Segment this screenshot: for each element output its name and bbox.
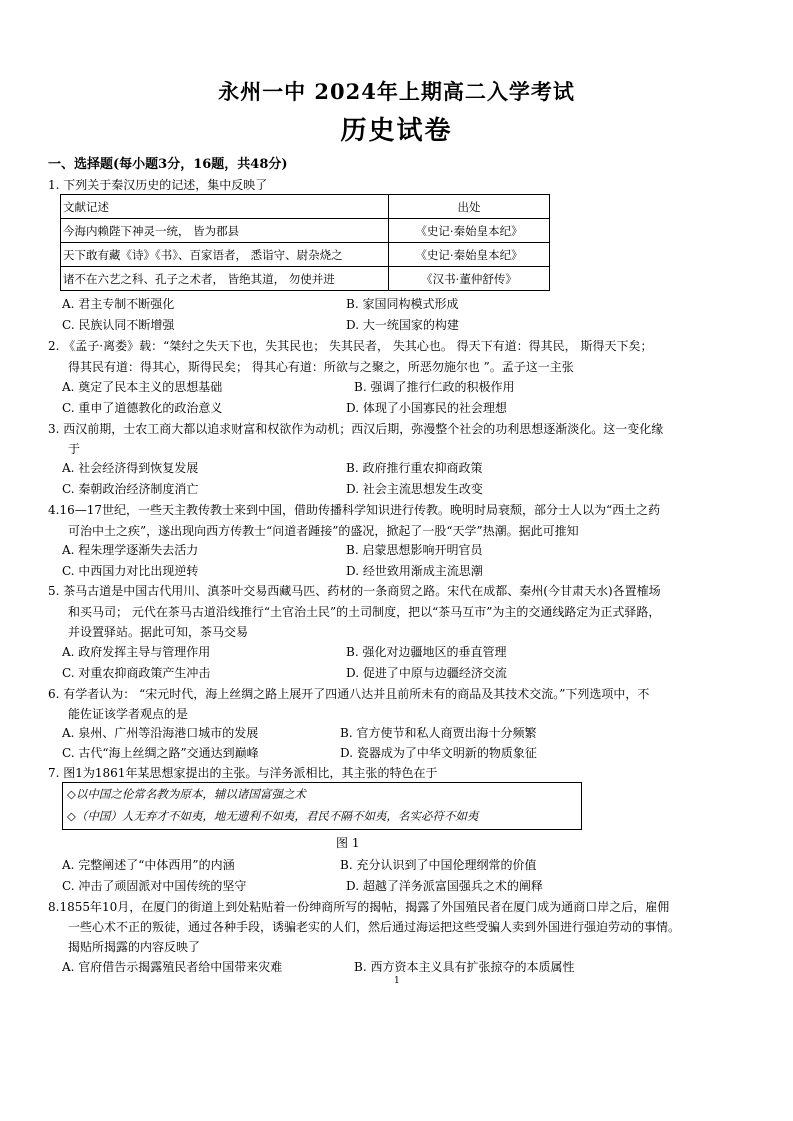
question-4-stem: 4.16—17世纪，一些天主教传教士来到中国，借助传播科学知识进行传教。晚明时局衰颓，部分士人以为“西土之药 bbox=[48, 503, 661, 517]
question-7-stem: 7. 图1为1861年某思想家提出的主张。与洋务派相比，其主张的特色在于 bbox=[48, 766, 438, 780]
table-header-row bbox=[61, 195, 550, 219]
option-a[interactable]: A. 官府借告示揭露殖民者给中国带来灾难 bbox=[62, 960, 283, 974]
table-cell: 今海内赖陛下神灵一统， 皆为郡县 bbox=[61, 219, 389, 243]
option-a[interactable]: A. 程朱理学逐渐失去活力 bbox=[62, 543, 199, 557]
option-c[interactable]: C. 冲击了顽固派对中国传统的坚守 bbox=[62, 879, 247, 893]
option-b[interactable]: B. 官方使节和私人商贾出海十分频繁 bbox=[340, 726, 537, 740]
section-heading: 一、选择题(每小题3分，16题，共48分) bbox=[48, 157, 288, 172]
question-8-stem-cont: 揭贴所揭露的内容反映了 bbox=[68, 940, 201, 954]
option-c[interactable]: C. 秦朝政治经济制度消亡 bbox=[62, 482, 199, 496]
option-b[interactable]: B. 强调了推行仁政的积极作用 bbox=[354, 380, 515, 394]
table-cell: 天下敢有藏《诗》《书》、百家语者， 悉诣守、尉杂烧之 bbox=[61, 243, 389, 267]
exam-subject: 历史试卷 bbox=[340, 116, 453, 146]
question-5-stem-cont: 和买马司； 元代在茶马古道沿线推行“土官治土民”的土司制度，把以“茶马互市”为主的交通线路定为正式驿路， bbox=[68, 605, 661, 619]
table-header-cell: 出处 bbox=[389, 195, 550, 219]
question-3-stem: 3. 西汉前期，士农工商大都以追求财富和权欲作为动机；西汉后期，弥漫整个社会的功利思想逐渐淡化。这一变化缘 bbox=[48, 422, 664, 436]
question-8-stem-cont: 一些心术不正的叛徒，通过各种手段，诱骗老实的人们，然后通过海运把这些受骗人卖到外国进行强迫劳动的事情。 bbox=[68, 920, 681, 934]
question-5-stem-cont: 并设置驿站。据此可知，茶马交易 bbox=[68, 625, 249, 639]
option-c[interactable]: C. 民族认同不断增强 bbox=[62, 318, 175, 332]
question-4-stem-cont: 可治中土之疾”，遂出现向西方传教士“问道者踵接”的盛况，掀起了一股“天学”热潮。据此可推知 bbox=[68, 524, 579, 538]
option-c[interactable]: C. 对重农抑商政策产生冲击 bbox=[62, 666, 211, 680]
option-d[interactable]: D. 大一统国家的构建 bbox=[346, 318, 459, 332]
question-6-stem: 6. 有学者认为： “宋元时代，海上丝绸之路上展开了四通八达并且前所未有的商品及其技术交流。”下列选项中，不 bbox=[48, 687, 650, 701]
figure-1-box bbox=[62, 782, 582, 830]
table-row bbox=[61, 219, 550, 243]
option-b[interactable]: B. 西方资本主义具有扩张掠夺的本质属性 bbox=[354, 960, 575, 974]
figure-caption: 图 1 bbox=[336, 836, 360, 850]
question-2-stem-cont: 得其民有道：得其心，斯得民矣； 得其心有道：所欲与之聚之，所恶勿施尔也 ”。孟子这一主张 bbox=[68, 360, 574, 374]
option-a[interactable]: A. 君主专制不断强化 bbox=[62, 297, 175, 311]
page-number: 1 bbox=[394, 976, 400, 986]
question-8-stem: 8.1855年10月，在厦门的街道上到处粘贴着一份绅商所写的揭帖，揭露了外国殖民者在厦门成为通商口岸之后，雇佣 bbox=[48, 900, 670, 914]
option-d[interactable]: D. 社会主流思想发生改变 bbox=[346, 482, 483, 496]
question-1-source-table bbox=[60, 194, 550, 291]
option-b[interactable]: B. 政府推行重农抑商政策 bbox=[346, 461, 483, 475]
option-c[interactable]: C. 古代“海上丝绸之路”交通达到巅峰 bbox=[62, 746, 259, 760]
option-a[interactable]: A. 完整阐述了“中体西用”的内涵 bbox=[62, 858, 235, 872]
exam-title: 永州一中 2024年上期高二入学考试 bbox=[218, 79, 575, 104]
option-a[interactable]: A. 社会经济得到恢复发展 bbox=[62, 461, 199, 475]
table-cell: 诸不在六艺之科、孔子之术者， 皆绝其道， 勿使并进 bbox=[61, 267, 389, 291]
option-b[interactable]: B. 启蒙思想影响开明官员 bbox=[346, 543, 483, 557]
option-c[interactable]: C. 重申了道德教化的政治意义 bbox=[62, 401, 223, 415]
option-b[interactable]: B. 家国同构模式形成 bbox=[346, 297, 459, 311]
question-1-stem: 1. 下列关于秦汉历史的记述，集中反映了 bbox=[48, 178, 268, 192]
question-2-stem: 2. 《孟子·离娄》载：“桀纣之失天下也，失其民也； 失其民者， 失其心也。 得天下有道：得其民， 斯得天下矣； bbox=[48, 339, 653, 353]
option-d[interactable]: D. 超越了洋务派富国强兵之术的阐释 bbox=[346, 879, 543, 893]
option-a[interactable]: A. 政府发挥主导与管理作用 bbox=[62, 645, 211, 659]
option-a[interactable]: A. 奠定了民本主义的思想基础 bbox=[62, 380, 223, 394]
option-d[interactable]: D. 经世致用渐成主流思潮 bbox=[346, 564, 483, 578]
table-row bbox=[61, 267, 550, 291]
question-6-stem-cont: 能佐证该学者观点的是 bbox=[68, 707, 189, 721]
figure-line: ◇以中国之伦常名教为原本，辅以诸国富强之术 bbox=[67, 787, 306, 801]
option-d[interactable]: D. 瓷器成为了中华文明新的物质象征 bbox=[340, 746, 537, 760]
option-d[interactable]: D. 体现了小国寡民的社会理想 bbox=[346, 401, 507, 415]
option-d[interactable]: D. 促进了中原与边疆经济交流 bbox=[346, 666, 507, 680]
option-b[interactable]: B. 充分认识到了中国伦理纲常的价值 bbox=[340, 858, 537, 872]
option-b[interactable]: B. 强化对边疆地区的垂直管理 bbox=[346, 645, 507, 659]
table-cell: 《史记·秦始皇本纪》 bbox=[389, 243, 550, 267]
table-header-cell: 文献记述 bbox=[61, 195, 389, 219]
option-c[interactable]: C. 中西国力对比出现逆转 bbox=[62, 564, 199, 578]
table-cell: 《史记·秦始皇本纪》 bbox=[389, 219, 550, 243]
table-cell: 《汉书·董仲舒传》 bbox=[389, 267, 550, 291]
question-5-stem: 5. 茶马古道是中国古代用川、滇茶叶交易西藏马匹、药材的一条商贸之路。宋代在成都、秦州(今甘肃天水)各置榷场 bbox=[48, 584, 661, 598]
question-3-stem-cont: 于 bbox=[68, 442, 81, 456]
option-a[interactable]: A. 泉州、广州等沿海港口城市的发展 bbox=[62, 726, 259, 740]
figure-line: ◇（中国）人无弃才不如夷，地无遗利不如夷，君民不隔不如夷，名实必符不如夷 bbox=[67, 809, 479, 823]
table-row bbox=[61, 243, 550, 267]
